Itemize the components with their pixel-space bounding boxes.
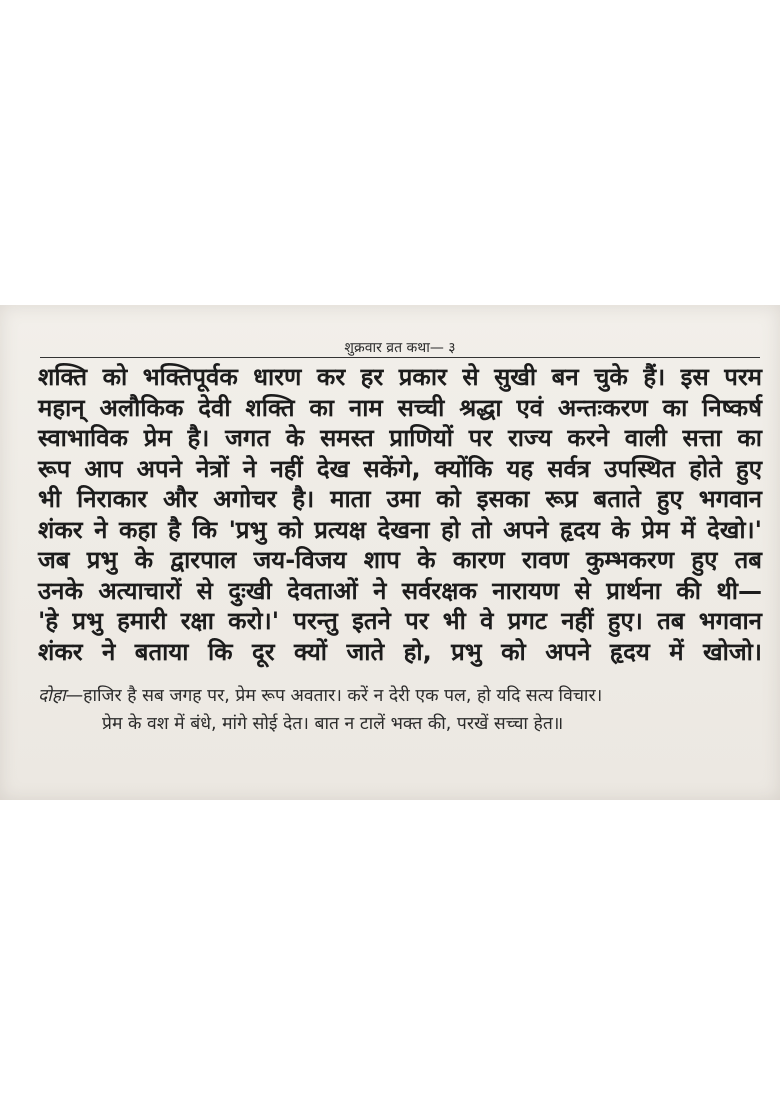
body-line-10: शंकर ने बताया कि दूर क्यों जाते हो, प्रभु को अपने हृदय में खोजो। <box>38 637 762 666</box>
doha-line-2: प्रेम के वश में बंधे, मांगे सोई देत। बात न टालें भक्त की, परखें सच्चा हेत॥ <box>102 714 564 734</box>
doha-label: दोहा <box>38 686 66 706</box>
body-line-5: भी निराकार और अगोचर है। माता उमा को इसका रूप्र बताते हुए भगवान <box>38 485 762 513</box>
doha-line-1 <box>38 682 768 710</box>
body-line-6: शंकर ने कहा है कि 'प्रभु को प्रत्यक्ष देखना हो तो अपने हृदय के प्रेम में देखो।' <box>38 515 762 544</box>
body-line-3: स्वाभाविक प्रेम है। जगत के समस्त प्राणियों पर राज्य करने वाली सत्ता का <box>38 424 762 452</box>
body-line-4: रूप आप अपने नेत्रों ने नहीं देख सकेंगे, क्योंकि यह सर्वत्र उपस्थित होते हुए <box>38 454 762 483</box>
page-header <box>40 338 760 358</box>
body-line-8: उनके अत्याचारों से दुःखी देवताओं ने सर्वरक्षक नारायण से प्रार्थना की थी— <box>38 576 762 605</box>
running-header-title: शुक्रवार व्रत कथा— ३ <box>344 340 456 356</box>
body-paragraph <box>38 362 762 667</box>
header-rule <box>40 357 760 358</box>
body-line-1: शक्ति को भक्तिपूर्वक धारण कर हर प्रकार से सुखी बन चुके हैं। इस परम <box>38 363 762 391</box>
doha-verse <box>38 682 768 738</box>
body-line-7: जब प्रभु के द्वारपाल जय-विजय शाप के कारण रावण कुम्भकरण हुए तब <box>38 546 762 574</box>
body-line-2: महान् अलौकिक देवी शक्ति का नाम सच्ची श्रद्धा एवं अन्तःकरण का निष्कर्ष <box>38 393 762 422</box>
doha-line-1-text: —हाजिर है सब जगह पर, प्रेम रूप अवतार। करें न देरी एक पल, हो यदि सत्य विचार। <box>65 686 603 706</box>
body-line-9: 'हे प्रभु हमारी रक्षा करो।' परन्तु इतने पर भी वे प्रगट नहीं हुए। तब भगवान <box>38 607 762 635</box>
